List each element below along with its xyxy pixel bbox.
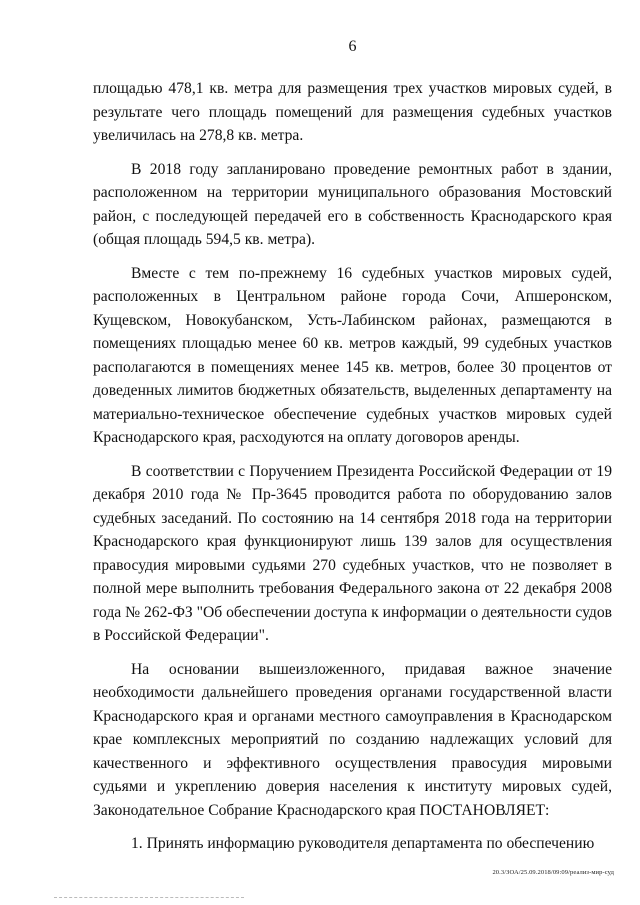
document-footer-code: 20.3/ЗОА/25.09.2018/09:09/реализ-мир-суд	[492, 869, 614, 876]
page-number: 6	[348, 38, 357, 55]
scan-edge-mark	[54, 897, 244, 898]
paragraph-resolution-preamble: На основании вышеизложенного, придавая важное значение необходимости дальнейшего проведения органами государственной власти Краснодарского края и органами местного самоуправления в Краснодарском крае комплексных мероприятий по созданию надлежащих условий для качественного и эффективного осуществления правосудия мировыми судьями и укреплению доверия населения к институту мировых судей, Законодательное Собрание Краснодарского края ПОСТАНОВЛЯЕТ:	[93, 660, 612, 819]
paragraph-small-premises: Вместе с тем по-прежнему 16 судебных участков мировых судей, расположенных в Центральном районе города Сочи, Апшеронском, Кущевском, Новокубанском, Усть-Лабинском районах, размещаются в помещениях площадью менее 60 кв. метров каждый, 99 судебных участков располагаются в помещениях менее 145 кв. метров, более 30 процентов от доведенных лимитов бюджетных обязательств, выделенных департаменту на материально-техническое обеспечение судебных участков мировых судей Краснодарского края, расходуются на оплату договоров аренды.	[93, 264, 612, 446]
paragraph-item-1: 1. Принять информацию руководителя департамента по обеспечению	[131, 835, 595, 852]
paragraph-courtrooms: В соответствии с Поручением Президента Российской Федерации от 19 декабря 2010 года № Пр-3645 проводится работа по оборудованию залов судебных заседаний. По состоянию на 14 сентября 2018 года на территории Краснодарского края функционируют лишь 139 залов для осуществления правосудия мировыми судьями 270 судебных участков, что не позволяет в полной мере выполнить требования Федерального закона от 22 декабря 2008 года № 262-ФЗ "Об обеспечении доступа к информации о деятельности судов в Российской Федерации".	[93, 462, 612, 644]
paragraph-renovation-2018: В 2018 году запланировано проведение ремонтных работ в здании, расположенном на территории муниципального образования Мостовский район, с последующей передачей его в собственность Краснодарского края (общая площадь 594,5 кв. метра).	[93, 160, 612, 248]
paragraph-continuation: площадью 478,1 кв. метра для размещения трех участков мировых судей, в результате чего площадь помещений для размещения судебных участков увеличилась на 278,8 кв. метра.	[93, 80, 612, 144]
